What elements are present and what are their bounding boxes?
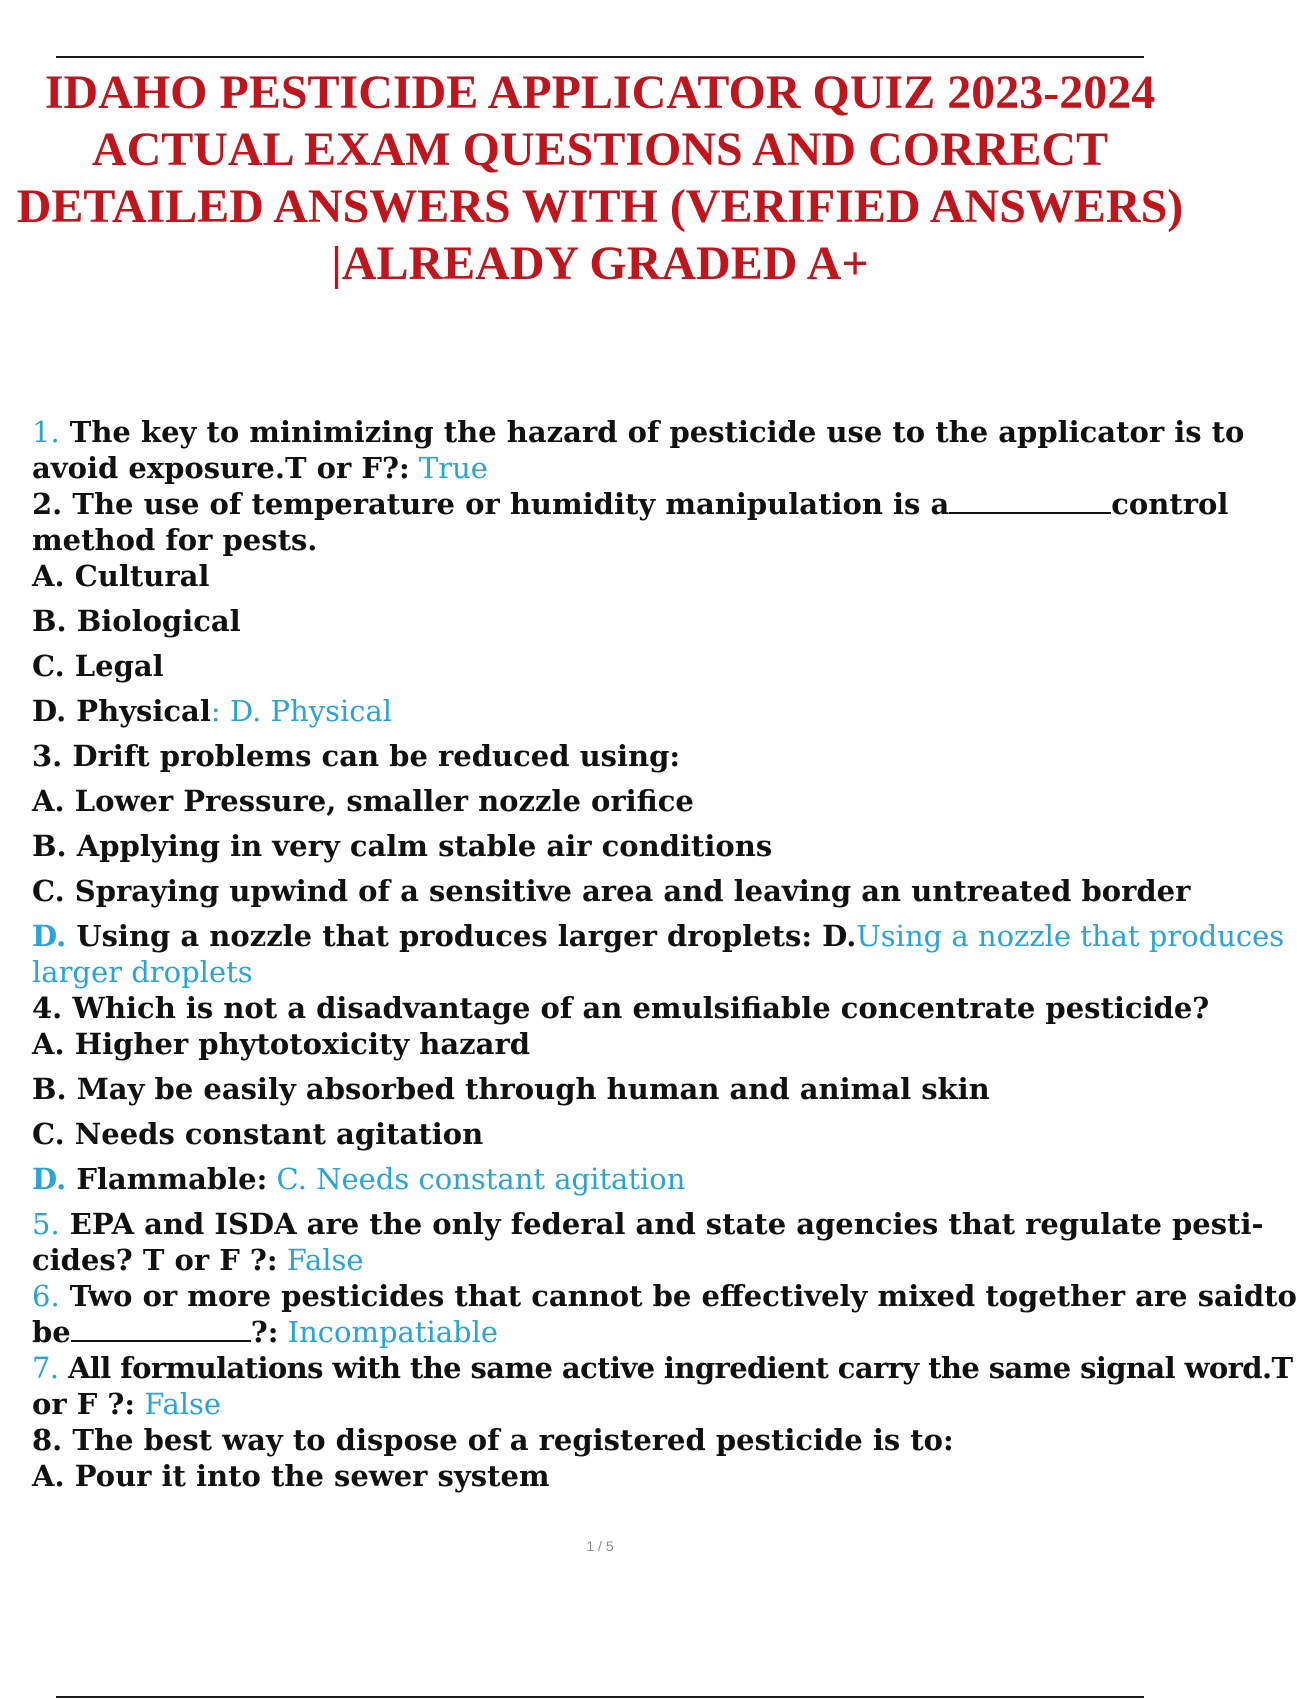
title-line-2: ACTUAL EXAM QUESTIONS AND CORRECT (91, 123, 1109, 176)
option-a: A. Higher phytotoxicity hazard (32, 1027, 530, 1061)
fill-blank (71, 1316, 251, 1342)
option-d: D. Flammable: C. Needs constant agitation (32, 1162, 686, 1196)
question-6: 6. Two or more pesticides that cannot be effectively mixed together are saidto (32, 1279, 1297, 1313)
option-b: B. Applying in very calm stable air conditions (32, 829, 773, 863)
page-indicator: 1 / 5 (586, 1538, 614, 1554)
question-8: 8. The best way to dispose of a registered pesticide is to: (32, 1423, 954, 1457)
question-5: 5. EPA and ISDA are the only federal and state agencies that regulate pesti- (32, 1207, 1264, 1241)
option-b: B. May be easily absorbed through human and animal skin (32, 1072, 990, 1106)
title-line-3: DETAILED ANSWERS WITH (VERIFIED ANSWERS) (16, 180, 1184, 233)
document-title (0, 64, 1200, 292)
option-d: D. Using a nozzle that produces larger droplets: D.Using a nozzle that produces (32, 919, 1285, 953)
option-c: C. Legal (32, 649, 164, 683)
option-c: C. Needs constant agitation (32, 1117, 484, 1151)
answer-5: False (277, 1243, 364, 1277)
option-a: A. Pour it into the sewer system (32, 1459, 550, 1493)
option-b: B. Biological (32, 604, 241, 638)
option-c: C. Spraying upwind of a sensitive area and leaving an untreated border (32, 874, 1191, 908)
option-d: D. Physical: D. Physical (32, 694, 393, 728)
option-a: A. Lower Pressure, smaller nozzle orifice (32, 784, 694, 818)
quiz-content: 1. The key to minimizing the hazard of pesticide use to the applicator is to avoid exposure.T or F?: True 2. The use of temperature or humidity manipulation is a control method for pests. A. Cultural B. Biological C. Legal D. Physical: D. Physical 3. Drift problems can be reduced using: A. Lower Pressure, smaller nozzle orifice B. Applying in very calm stable air conditions C. Spraying upwind of a sensitive area and leaving an untreated border D. Using a nozzle that produces larger droplets: D.Using a nozzle that produces larger droplets 4. Which is not a disadvantage of an emulsifiable concentrate pesticide? A. Higher phytotoxicity hazard B. May be easily absorbed through human and animal skin C. Needs constant agitation D. Flammable: C. Needs constant agitation 5. EPA and ISDA are the only federal and state agencies that regulate pesti- cides? T or F ?: False 6. Two or more pesticides that cannot be effectively mixed together are saidto be ?: Incompatiable 7. All formulations with the same active ingredient carry the same signal word.T or F ?: False 8. The best way to dispose of a registered pesticide is to: A. Pour it into the sewer system (32, 415, 1297, 1493)
answer-4: C. Needs constant agitation (267, 1162, 686, 1196)
answer-3: Using a nozzle that produces (856, 919, 1285, 953)
question-1: 1. The key to minimizing the hazard of pesticide use to the applicator is to (32, 415, 1245, 449)
answer-1: True (409, 451, 488, 485)
fill-blank (949, 488, 1111, 514)
answer-7: False (135, 1387, 222, 1421)
title-line-1: IDAHO PESTICIDE APPLICATOR QUIZ 2023-2024 (44, 66, 1156, 119)
answer-6: Incompatiable (278, 1315, 499, 1349)
top-rule (56, 56, 1144, 58)
question-3: 3. Drift problems can be reduced using: (32, 739, 681, 773)
question-2: 2. The use of temperature or humidity manipulation is a control (32, 487, 1229, 521)
bottom-rule (56, 1696, 1144, 1698)
answer-2: D. Physical (220, 694, 393, 728)
question-7: 7. All formulations with the same active ingredient carry the same signal word.T (32, 1351, 1293, 1385)
option-a: A. Cultural (32, 559, 210, 593)
title-line-4: |ALREADY GRADED A+ (331, 237, 869, 290)
question-number: 1. (32, 415, 60, 449)
question-4: 4. Which is not a disadvantage of an emulsifiable concentrate pesticide? (32, 991, 1210, 1025)
